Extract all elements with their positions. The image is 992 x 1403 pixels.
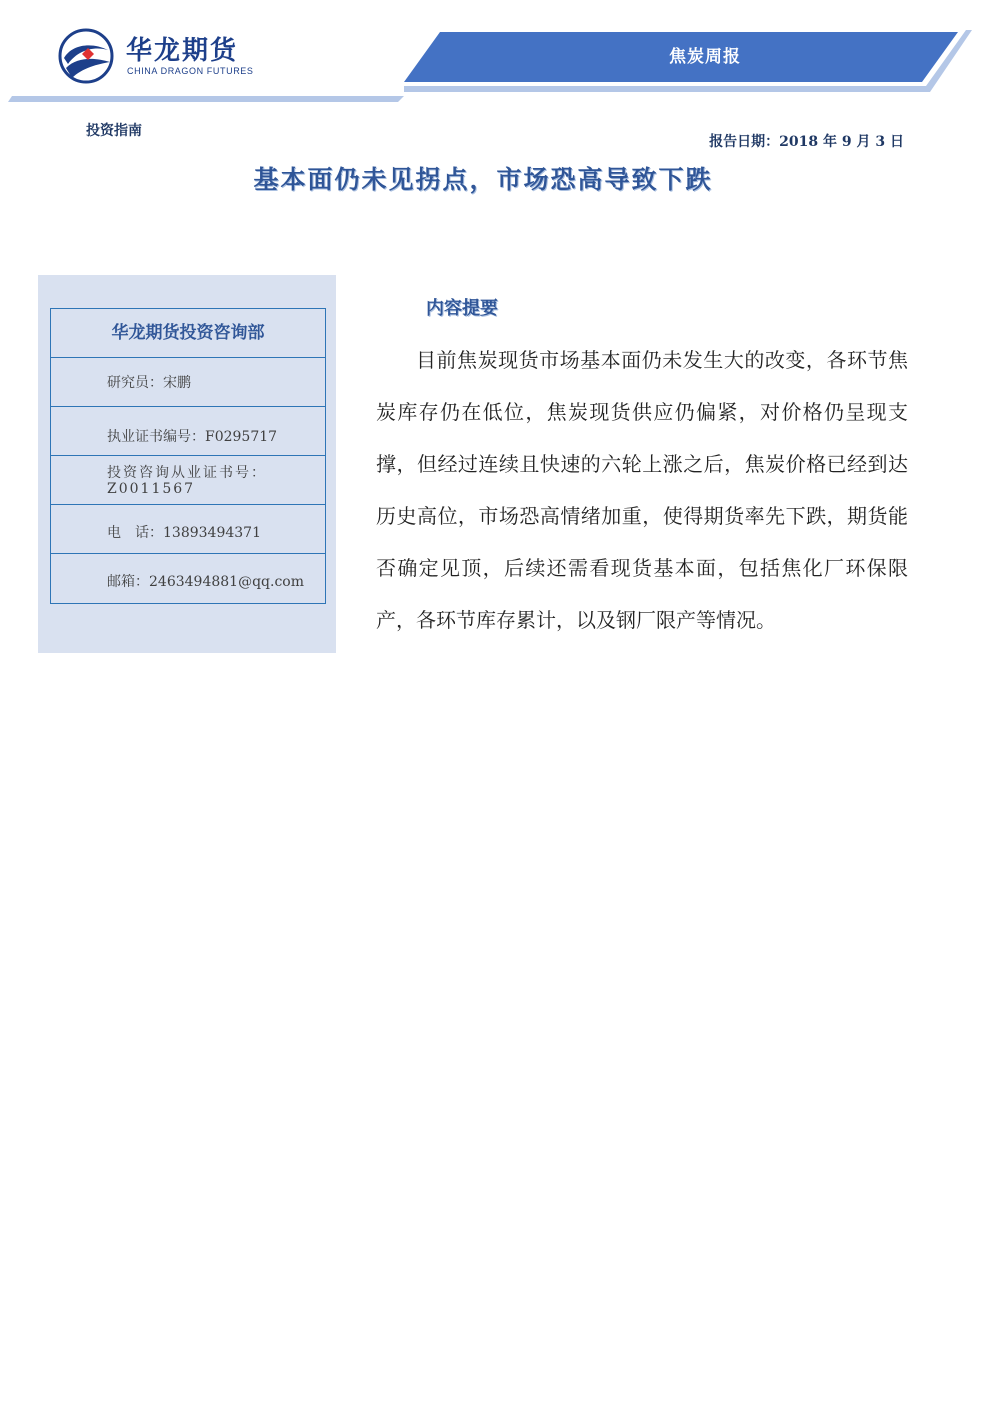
logo-english-name: CHINA DRAGON FUTURES [127,66,254,76]
report-type-label: 焦炭周报 [669,47,741,67]
email-address: 邮箱：2463494881@qq.com [107,574,304,590]
report-date: 报告日期：2018 年 9 月 3 日 [709,134,904,150]
department-name: 华龙期货投资咨询部 [51,309,325,358]
researcher-row [51,358,325,407]
consult-license-number: 投资咨询从业证书号：Z0011567 [107,465,267,497]
phone-number: 电 话：13893494371 [107,525,261,541]
report-title: 基本面仍未见拐点，市场恐高导致下跌 [253,165,713,194]
summary-body: 目前焦炭现货市场基本面仍未发生大的改变，各环节焦炭库存仍在低位，焦炭现货供应仍偏紧，对价格仍呈现支撑，但经过连续且快速的六轮上涨之后，焦炭价格已经到达历史高位，市场恐高情绪加重，使得期货率先下跌，期货能否确定见顶，后续还需看现货基本面，包括焦化厂环保限产，各环节库存累计，以及钢厂限产等情况。 [376,348,908,632]
company-logo [58,28,258,84]
phone-row [51,505,325,554]
summary-heading: 内容提要 [426,298,498,319]
category-label: 投资指南 [86,123,142,139]
practice-license-number: 执业证书编号：F0295717 [107,429,278,445]
license-row [51,407,325,456]
researcher-name: 研究员：宋鹏 [107,375,191,391]
consult-license-row [51,456,325,505]
email-row [51,554,325,603]
logo-chinese-name: 华龙期货 [126,36,239,66]
dragon-logo-icon [58,28,114,84]
contact-info-table [50,308,326,604]
